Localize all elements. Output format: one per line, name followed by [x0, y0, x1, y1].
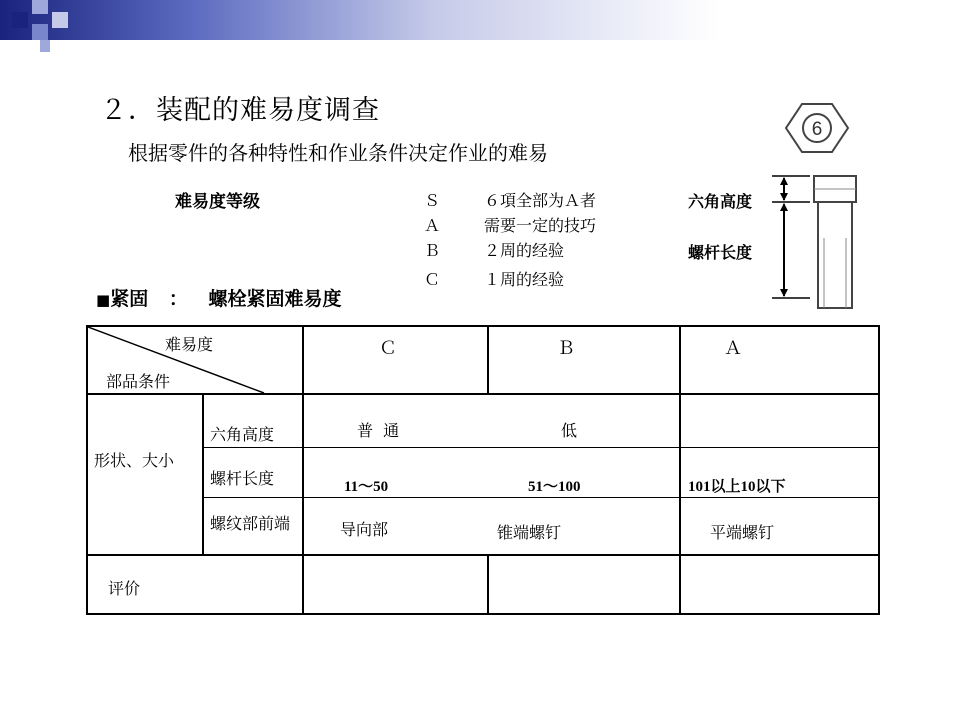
level-desc: ２周的经验: [484, 241, 565, 260]
arrow-down-icon: [780, 289, 788, 297]
level-code: Ｓ: [424, 191, 441, 210]
section-name: 紧固: [110, 288, 149, 310]
table-cell: 锥端螺钉: [497, 523, 562, 542]
section-topic: 螺栓紧固难易度: [208, 288, 342, 310]
table-hline: [86, 554, 878, 556]
table-hline: [203, 497, 878, 498]
arrow-up-icon: [780, 203, 788, 211]
header-square-mid: [32, 24, 48, 40]
table-vline: [202, 395, 204, 555]
table-vline: [487, 325, 489, 395]
table-vline: [679, 325, 681, 613]
table-header-b: Ｂ: [557, 338, 575, 358]
table-group-label: 形状、大小: [94, 451, 175, 470]
header-square-dark: [12, 12, 28, 28]
header-square-light: [32, 0, 48, 14]
table-cell: 普 通: [357, 421, 400, 440]
arrow-up-icon: [780, 177, 788, 185]
header-gradient-bar: [0, 0, 960, 40]
table-vline: [302, 325, 304, 613]
bolt-number: 6: [811, 119, 823, 140]
table-row-label: 螺纹部前端: [210, 514, 291, 533]
table-hline: [86, 393, 878, 395]
table-eval-label: 评价: [108, 579, 141, 598]
level-desc: 需要一定的技巧: [484, 216, 597, 235]
table-cell: 导向部: [340, 520, 389, 539]
table-cell: 平端螺钉: [710, 523, 775, 542]
level-desc: １周的经验: [484, 270, 565, 289]
bolt-diagram: [770, 98, 870, 313]
level-code: Ｂ: [424, 241, 441, 260]
level-desc: ６項全部为Ａ者: [484, 191, 597, 210]
section-separator: ：: [168, 288, 188, 310]
table-header-c: Ｃ: [379, 338, 397, 358]
table-cell: 低: [561, 421, 578, 440]
table-corner-bottom: 部品条件: [106, 372, 171, 391]
table-cell: 11～50: [344, 479, 389, 495]
table-corner-top: 难易度: [165, 335, 214, 354]
table-cell: 101以上10以下: [688, 479, 786, 495]
levels-label: 难易度等级: [175, 192, 260, 212]
bolt-shank-length-label: 螺杆长度: [688, 243, 753, 262]
header-square-white: [40, 40, 50, 52]
arrow-down-icon: [780, 193, 788, 201]
bolt-head-height-label: 六角高度: [688, 192, 753, 211]
section-heading: [96, 284, 341, 311]
table-row-label: 螺杆长度: [210, 469, 275, 488]
table-header-a: Ａ: [724, 338, 742, 358]
level-code: Ｃ: [424, 270, 441, 289]
table-hline: [203, 447, 878, 448]
table-vline: [487, 555, 489, 613]
header-square-pale: [52, 12, 68, 28]
bullet-square-icon: ■: [96, 291, 111, 309]
table-row-label: 六角高度: [210, 425, 275, 444]
level-code: Ａ: [424, 216, 441, 235]
slide-subtitle: 根据零件的各种特性和作业条件决定作业的难易: [128, 141, 548, 165]
slide-title: ２．装配的难易度调查: [100, 95, 380, 126]
bolt-shank: [818, 202, 852, 308]
table-cell: 51～100: [528, 479, 581, 495]
